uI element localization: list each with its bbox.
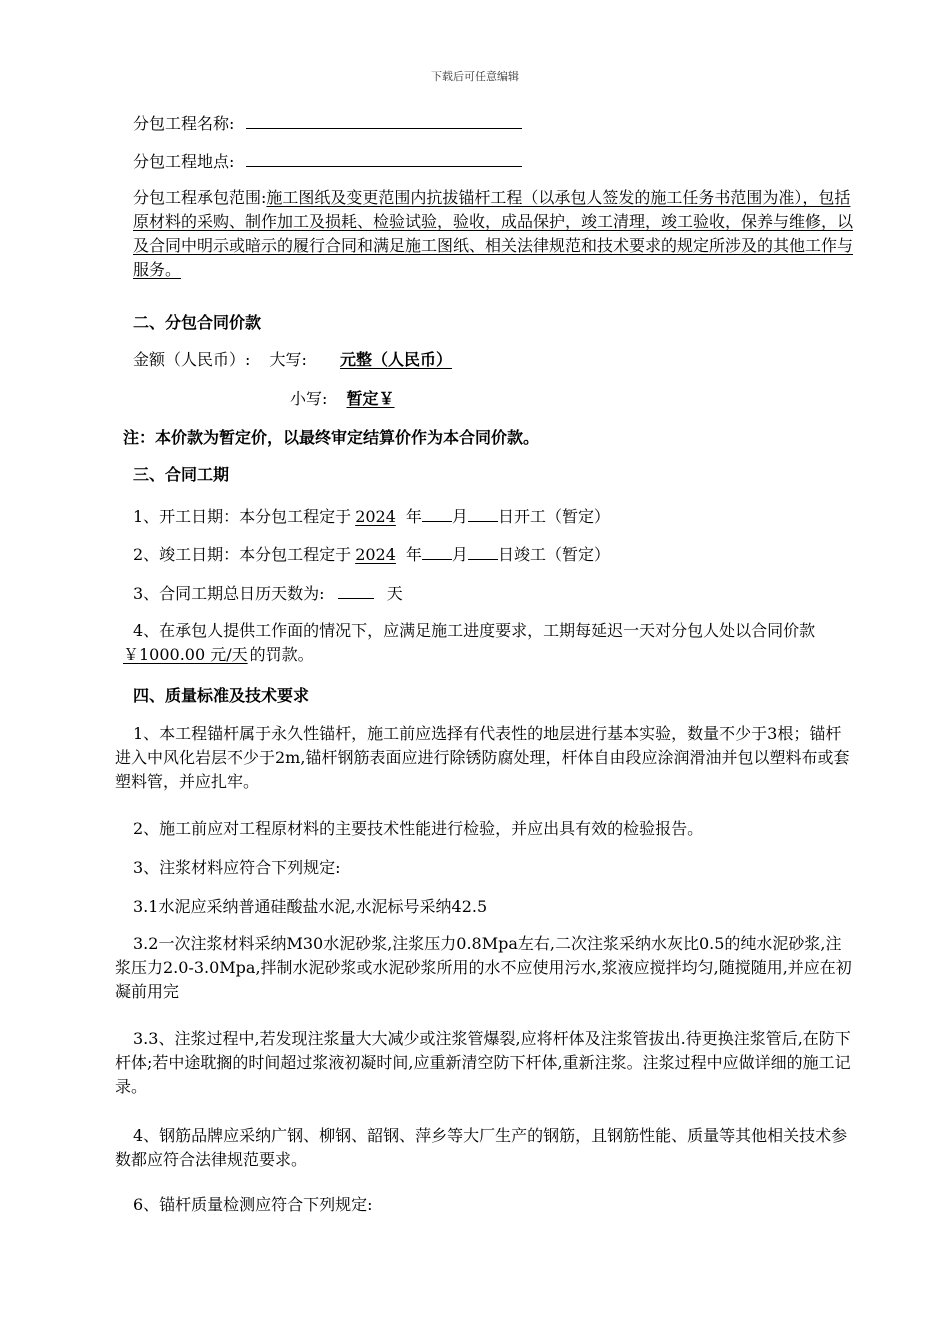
- total-days-line: [133, 582, 403, 604]
- sub-name-label: 分包工程名称:: [133, 114, 235, 133]
- penalty-prefix: 4、在承包人提供工作面的情况下，应满足施工进度要求，工期每延迟一天对分包人处以合同价款: [133, 621, 816, 640]
- paragraph-3-2: 3.2一次注浆材料采纳M30水泥砂浆,注浆压力0.8Mpa左右,二次注浆采纳水灰比0.5的纯水泥砂浆,注浆压力2.0-3.0Mpa,拌制水泥砂浆或水泥砂浆所用的水不应使用污水,浆液应搅拌均匀,随搅随用,并应在初凝前用完: [115, 934, 852, 1001]
- paragraph-3: 3、注浆材料应符合下列规定:: [133, 858, 341, 877]
- start-date-line: [133, 505, 610, 527]
- paragraph-1: 1、本工程锚杆属于永久性锚杆，施工前应选择有代表性的地层进行基本实验，数量不少于3根；锚杆进入中风化岩层不少于2m,锚杆钢筋表面应进行除锈防腐处理，杆体自由段应涂润滑油并包以塑料布或套塑料管，并应扎牢。: [115, 724, 850, 791]
- section-2-title: 二、分包合同价款: [133, 313, 262, 332]
- xiaoxie-line: [290, 389, 435, 409]
- paragraph-2: 2、施工前应对工程原材料的主要技术性能进行检验，并应出具有效的检验报告。: [133, 819, 704, 838]
- sub-location-line: [133, 150, 522, 172]
- amount-label: 金额（人民币）:: [133, 350, 251, 369]
- days-label: 3、合同工期总日历天数为:: [133, 584, 325, 603]
- start-day-blank: [468, 505, 498, 522]
- end-year: 2024: [355, 545, 396, 564]
- xiaoxie-value: 暂定￥: [346, 389, 395, 408]
- paragraph-6: 6、锚杆质量检测应符合下列规定:: [133, 1195, 373, 1214]
- penalty-value: ￥1000.00 元/天: [123, 645, 248, 664]
- xiaoxie-label: 小写:: [290, 389, 328, 408]
- sub-name-blank: [246, 112, 522, 129]
- paragraph-3-1: 3.1水泥应采纳普通硅酸盐水泥,水泥标号采纳42.5: [133, 897, 488, 916]
- start-year: 2024: [355, 507, 396, 526]
- start-suffix: 日开工（暂定）: [497, 507, 610, 526]
- days-unit: 天: [386, 584, 403, 603]
- end-month-blank: [422, 543, 452, 560]
- start-prefix: 1、开工日期：本分包工程定于: [133, 507, 352, 526]
- start-nian: 年: [405, 507, 422, 526]
- scope-text: 施工图纸及变更范围内抗拔锚杆工程（以承包人签发的施工任务书范围为准），包括原材料的采购、制作加工及损耗、检验试验，验收，成品保护，竣工清理，竣工验收，保养与维修，以及合同中明示或暗示的履行合同和满足施工图纸、相关法律规范和技术要求的规定所涉及的其他工作与服务。: [133, 188, 854, 279]
- end-date-line: [133, 543, 610, 565]
- end-nian: 年: [405, 545, 422, 564]
- sub-name-line: [133, 112, 522, 134]
- page-header: 下载后可任意编辑: [431, 70, 519, 83]
- section-4-title: 四、质量标准及技术要求: [133, 686, 310, 705]
- sub-location-blank: [246, 150, 522, 167]
- price-note: 注：本价款为暂定价，以最终审定结算价作为本合同价款。: [123, 428, 540, 447]
- end-suffix: 日竣工（暂定）: [497, 545, 610, 564]
- start-yue: 月: [451, 507, 468, 526]
- paragraph-3-3: 3.3、注浆过程中,若发现注浆量大大减少或注浆管爆裂,应将杆体及注浆管拔出.待更换注浆管后,在防下杆体;若中途耽搁的时间超过浆液初凝时间,应重新清空防下杆体,重新注浆。注浆过程中应做详细的施工记录。: [115, 1029, 851, 1096]
- days-blank: [338, 582, 374, 599]
- sub-location-label: 分包工程地点:: [133, 152, 235, 171]
- end-prefix: 2、竣工日期：本分包工程定于: [133, 545, 352, 564]
- paragraph-4: 4、钢筋品牌应采纳广钢、柳钢、韶钢、萍乡等大厂生产的钢筋，且钢筋性能、质量等其他相关技术参数都应符合法律规范要求。: [115, 1126, 848, 1169]
- scope-label: 分包工程承包范围:: [133, 188, 267, 207]
- penalty-suffix: 的罚款。: [249, 645, 314, 664]
- daxie-label: 大写:: [269, 350, 307, 369]
- end-day-blank: [468, 543, 498, 560]
- scope-paragraph: [133, 186, 853, 282]
- start-month-blank: [422, 505, 452, 522]
- end-yue: 月: [451, 545, 468, 564]
- section-3-title: 三、合同工期: [133, 465, 230, 484]
- amount-line: [133, 350, 460, 370]
- penalty-paragraph: [115, 619, 853, 667]
- daxie-value: 元整（人民币）: [340, 350, 453, 369]
